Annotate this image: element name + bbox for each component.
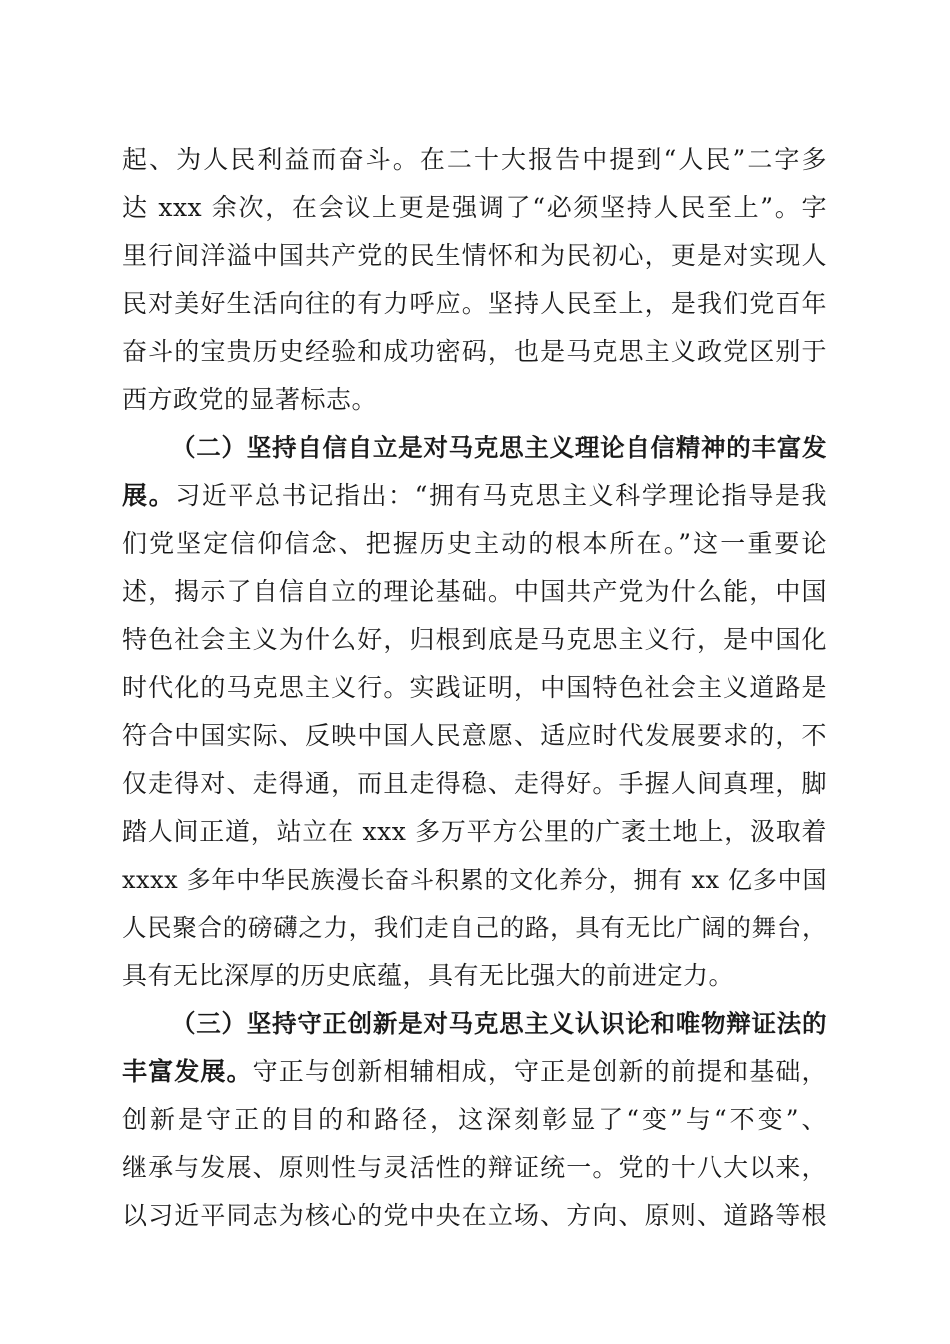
paragraph-line: 特色社会主义为什么好，归根到底是马克思主义行，是中国化 <box>122 625 827 654</box>
paragraph-line: 人民聚合的磅礴之力，我们走自己的路，具有无比广阔的舞台， <box>122 913 827 942</box>
paragraph-text: 习近平总书记指出：“拥有马克思主义科学理论指导是我 <box>175 481 827 510</box>
section-heading-tail: 丰富发展。 <box>122 1057 253 1086</box>
paragraph-line: 踏人间正道，站立在 xxx 多万平方公里的广袤土地上，汲取着 <box>122 817 827 846</box>
paragraph-line: 起、为人民利益而奋斗。在二十大报告中提到“人民”二字多 <box>122 145 827 174</box>
paragraph-line: 奋斗的宝贵历史经验和成功密码，也是马克思主义政党区别于 <box>122 337 827 366</box>
paragraph-line: 达 xxx 余次，在会议上更是强调了“必须坚持人民至上”。字 <box>122 193 827 222</box>
paragraph-line: 时代化的马克思主义行。实践证明，中国特色社会主义道路是 <box>122 673 827 702</box>
section-heading: （三）坚持守正创新是对马克思主义认识论和唯物辩证法的 <box>171 1009 827 1038</box>
paragraph-line: 符合中国实际、反映中国人民意愿、适应时代发展要求的，不 <box>122 721 827 750</box>
paragraph-line: 述，揭示了自信自立的理论基础。中国共产党为什么能，中国 <box>122 577 827 606</box>
paragraph-line: 们党坚定信仰信念、把握历史主动的根本所在。”这一重要论 <box>122 529 827 558</box>
section-heading: （二）坚持自信自立是对马克思主义理论自信精神的丰富发 <box>171 433 827 462</box>
paragraph-text: 守正与创新相辅相成，守正是创新的前提和基础， <box>252 1057 827 1086</box>
paragraph-line: 仅走得对、走得通，而且走得稳、走得好。手握人间真理，脚 <box>122 769 827 798</box>
paragraph-line: 继承与发展、原则性与灵活性的辩证统一。党的十八大以来， <box>122 1153 827 1182</box>
paragraph-line <box>122 473 827 519</box>
paragraph-line: 具有无比深厚的历史底蕴，具有无比强大的前进定力。 <box>122 961 735 990</box>
paragraph-line: 以习近平同志为核心的党中央在立场、方向、原则、道路等根 <box>122 1201 827 1230</box>
paragraph-line: 民对美好生活向往的有力呼应。坚持人民至上，是我们党百年 <box>122 289 827 318</box>
paragraph-line: 创新是守正的目的和路径，这深刻彰显了“变”与“不变”、 <box>122 1105 827 1134</box>
section-heading-tail: 展。 <box>122 481 176 510</box>
paragraph-line: 里行间洋溢中国共产党的民生情怀和为民初心，更是对实现人 <box>122 241 827 270</box>
paragraph-line: xxxx 多年中华民族漫长奋斗积累的文化养分，拥有 xx 亿多中国 <box>122 866 827 894</box>
paragraph-line <box>122 1049 827 1095</box>
paragraph-line: 西方政党的显著标志。 <box>122 385 378 414</box>
